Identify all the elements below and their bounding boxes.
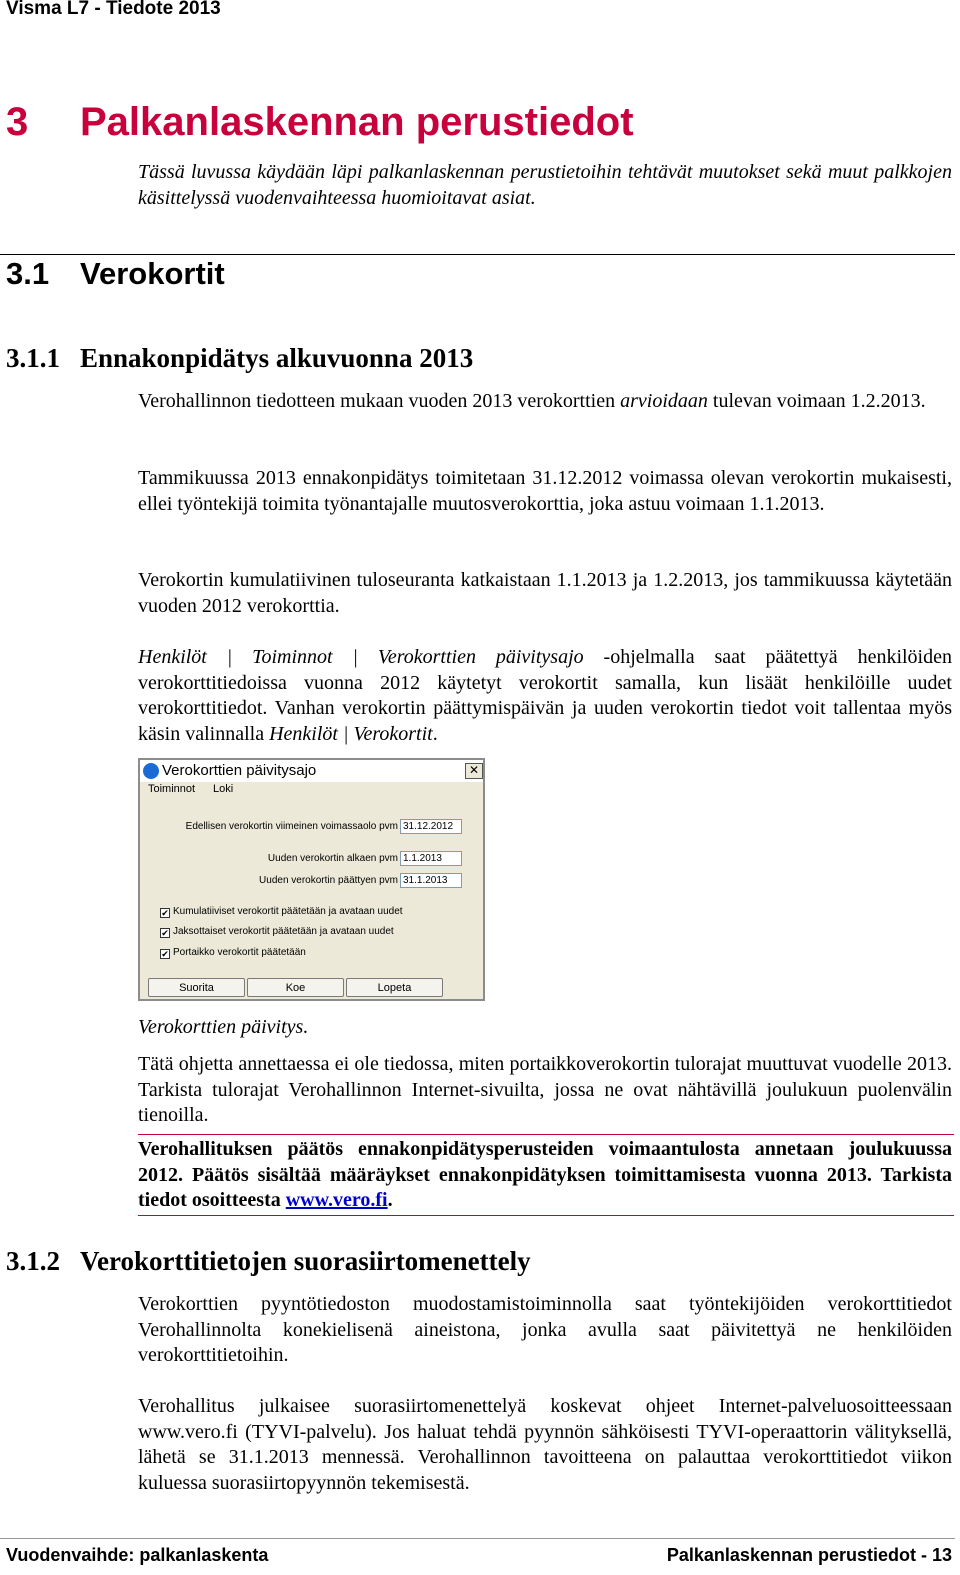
close-icon[interactable]: ✕ bbox=[465, 763, 483, 779]
subsection-title: Verokorttitietojen suorasiirtomenettely bbox=[80, 1246, 531, 1276]
checkbox-label: Portaikko verokortit päätetään bbox=[173, 947, 306, 958]
checkbox-label: Jaksottaiset verokortit päätetään ja avataan uudet bbox=[173, 926, 394, 937]
note-top-rule bbox=[138, 1134, 954, 1135]
quit-button[interactable]: Lopeta bbox=[346, 978, 443, 997]
section-number: 3.1 bbox=[6, 256, 50, 291]
checkbox-label: Kumulatiiviset verokortit päätetään ja avataan uudet bbox=[173, 906, 403, 917]
field-label: Uuden verokortin alkaen pvm bbox=[267, 853, 398, 864]
chapter-number: 3 bbox=[6, 100, 29, 144]
field-label: Edellisen verokortin viimeinen voimassaolo pvm bbox=[185, 821, 398, 832]
run-button[interactable]: Suorita bbox=[148, 978, 245, 997]
paragraph: Tammikuussa 2013 ennakonpidätys toimitetaan 31.12.2012 voimassa olevan verokortin mukaisesti, ellei työntekijä toimita työnantajalle muutosverokorttia, joka astuu voimaan 1.1.2013. bbox=[138, 467, 952, 515]
menu-item-loki[interactable]: Loki bbox=[213, 783, 234, 795]
note-box: Verohallituksen päätös ennakonpidätysperusteiden voimaantulosta annetaan joulukuussa 2012. Päätös sisältää määräykset ennakonpidätyksen toimittamisesta vuonna 2013. Tarkista tiedot osoitteesta www.vero.fi. bbox=[138, 1138, 952, 1212]
footer-right: Palkanlaskennan perustiedot - 13 bbox=[666, 1545, 952, 1565]
subsection-number: 3.1.1 bbox=[6, 343, 60, 373]
section-rule bbox=[0, 254, 955, 255]
app-icon bbox=[143, 763, 159, 779]
subsection-number: 3.1.2 bbox=[6, 1246, 60, 1276]
dialog-titlebar bbox=[140, 760, 483, 782]
date-field-prev-end[interactable]: 31.12.2012 bbox=[400, 819, 462, 834]
date-field-new-end[interactable]: 31.1.2013 bbox=[400, 873, 462, 888]
chapter-title: Palkanlaskennan perustiedot bbox=[80, 100, 634, 144]
dialog-window bbox=[138, 758, 485, 1001]
paragraph: Henkilöt | Toiminnot | Verokorttien päivitysajo -ohjelmalla saat päätettyä henkilöiden verokorttitiedoissa vuonna 2012 käytetyt verokortit samalla, kun lisäät henkilöille uudet verokorttitiedot. Vanhan verokortin päättymispäivän ja uuden verokortin tiedot voit tallentaa myös käsin valinnalla Henkilöt | Verokortit. bbox=[138, 646, 952, 745]
dialog-title: Verokorttien päivitysajo bbox=[162, 762, 317, 779]
paragraph: Verohallitus julkaisee suorasiirtomenettelyä koskevat ohjeet Internet-palveluosoitteessaan www.vero.fi (TYVI-palvelu). Jos haluat tehdä pyynnön sähköisesti TYVI-operaattorin välityksellä, lähetä se 31.1.2013 mennessä. Verohallinnon tavoitteena on palauttaa verokorttitiedot viikon kuluessa suorasiirtopyynnön tekemisestä. bbox=[138, 1395, 952, 1494]
subsection-title: Ennakonpidätys alkuvuonna 2013 bbox=[80, 343, 474, 373]
figure-caption: Verokorttien päivitys. bbox=[138, 1016, 309, 1038]
checkbox-kumulatiiviset[interactable]: ✔ bbox=[161, 908, 169, 918]
date-field-new-start[interactable]: 1.1.2013 bbox=[400, 851, 462, 866]
checkbox-jaksottaiset[interactable]: ✔ bbox=[161, 928, 169, 938]
paragraph: Verokorttien pyyntötiedoston muodostamistoiminnolla saat työntekijöiden verokorttitiedot Verohallinnolta konekielisenä aineistona, jonka avulla saat päivitettyä ne henkilöiden verokorttitietoihin. bbox=[138, 1293, 952, 1367]
paragraph: Verohallinnon tiedotteen mukaan vuoden 2013 verokorttien arvioidaan tulevan voimaan 1.2.2013. bbox=[138, 390, 926, 412]
test-button[interactable]: Koe bbox=[247, 978, 344, 997]
footer-rule bbox=[0, 1538, 955, 1539]
note-bottom-rule bbox=[138, 1215, 954, 1216]
footer-left: Vuodenvaihde: palkanlaskenta bbox=[6, 1545, 269, 1565]
section-title: Verokortit bbox=[80, 256, 225, 291]
running-header: Visma L7 - Tiedote 2013 bbox=[6, 0, 221, 19]
paragraph: Tätä ohjetta annettaessa ei ole tiedossa, miten portaikkoverokortin tulorajat muuttuvat vuodelle 2013. Tarkista tulorajat Verohallinnon Internet-sivuilta, jossa ne ovat nähtävillä joulukuun puolenvälin tienoilla. bbox=[138, 1053, 952, 1127]
vero-link[interactable]: www.vero.fi bbox=[285, 1189, 388, 1212]
chapter-intro: Tässä luvussa käydään läpi palkanlaskennan perustietoihin tehtävät muutokset sekä muut palkkojen käsittelyssä vuodenvaihteessa huomioitavat asiat. bbox=[138, 161, 952, 209]
field-label: Uuden verokortin päättyen pvm bbox=[259, 875, 398, 886]
paragraph: Verokortin kumulatiivinen tuloseuranta katkaistaan 1.1.2013 ja 1.2.2013, jos tammikuussa käytetään vuoden 2012 verokorttia. bbox=[138, 569, 952, 617]
menu-item-toiminnot[interactable]: Toiminnot bbox=[148, 783, 196, 795]
checkbox-portaikko[interactable]: ✔ bbox=[161, 949, 169, 959]
